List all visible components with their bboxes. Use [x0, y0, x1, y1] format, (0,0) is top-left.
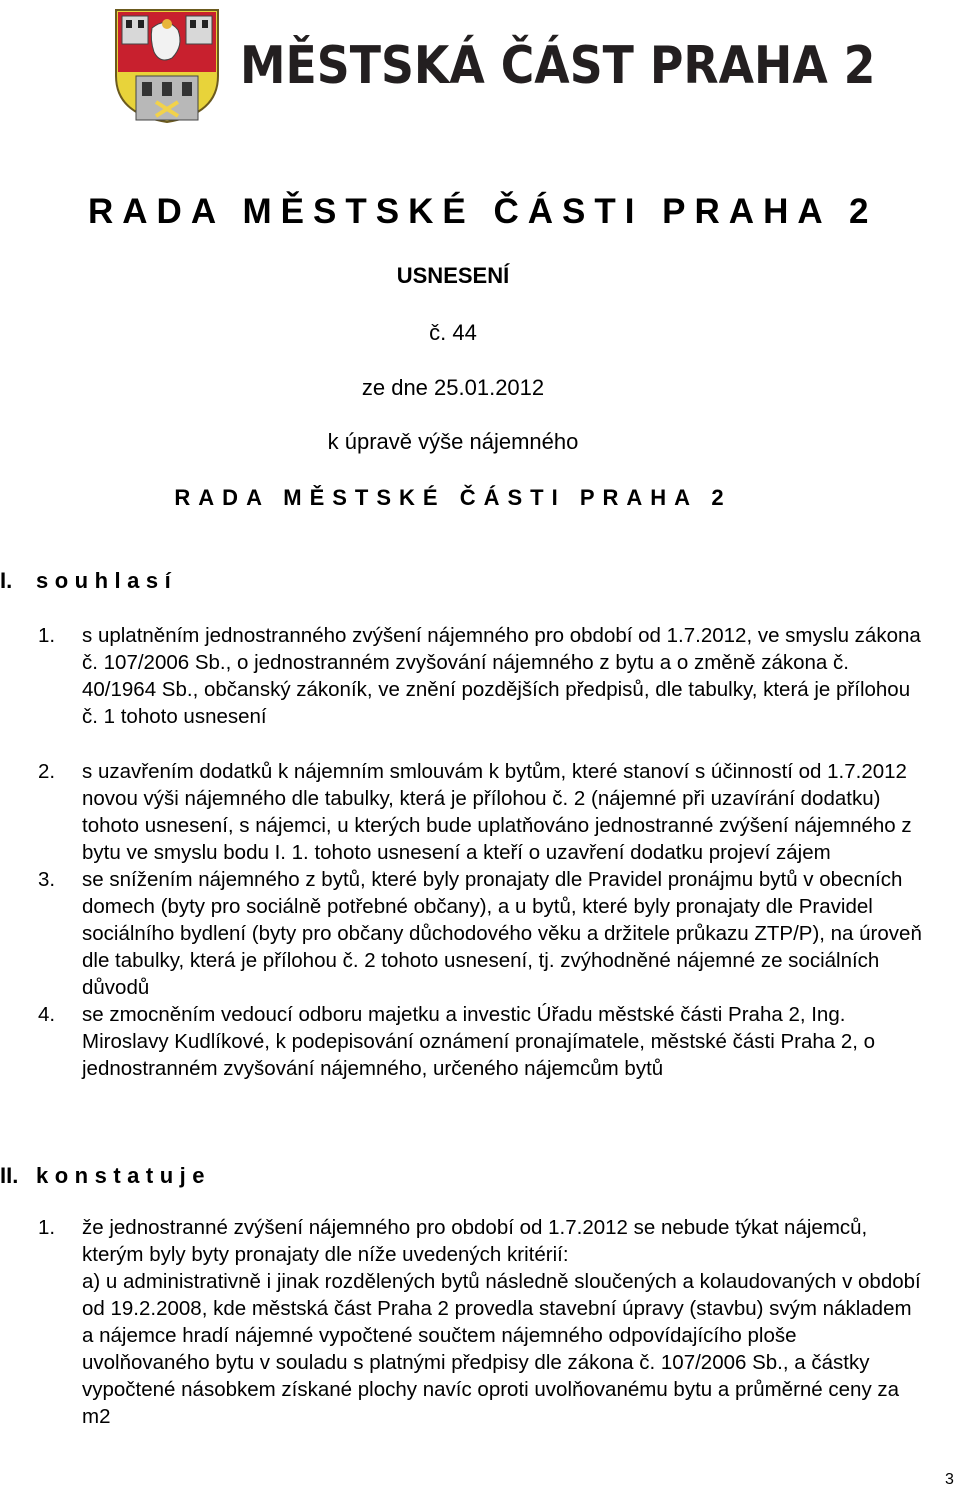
- list-item: [0, 866, 930, 1001]
- item-text: se zmocněním vedoucí odboru majetku a investic Úřadu městské části Praha 2, Ing. Miroslavy Kudlíkové, k podepisování oznámení pronajímatele, městské části Praha 2, o jednostranném zvyšování nájemného, určeného nájemcům bytů: [82, 1003, 876, 1080]
- letterhead-title: MĚSTSKÁ ČÁST PRAHA 2: [240, 36, 876, 96]
- document-title: RADA MĚSTSKÉ ČÁSTI PRAHA 2: [88, 192, 878, 231]
- list-item: [0, 758, 930, 866]
- letterhead: [0, 0, 960, 130]
- section-heading-souhlasi: [0, 568, 177, 594]
- resolution-label: USNESENÍ: [396, 263, 510, 288]
- list-item: [0, 1214, 930, 1430]
- page-number: 3: [945, 1471, 954, 1488]
- section-heading-text: souhlasí: [36, 568, 178, 593]
- section-numeral: I.: [0, 568, 13, 593]
- item-text: [82, 1214, 922, 1430]
- list-item: [0, 1001, 930, 1082]
- section-heading-konstatuje: [0, 1163, 211, 1189]
- resolution-number: č. 44: [429, 320, 477, 345]
- item-text: s uplatněním jednostranného zvýšení nájemného pro období od 1.7.2012, ve smyslu zákona č. 107/2006 Sb., o jednostranném zvyšování nájemného z bytu a o změně zákona č. 40/1964 Sb., občanský zákoník, ve znění pozdějších předpisů, dle tabulky, která je přílohou č. 1 tohoto usnesení: [82, 624, 921, 728]
- item-intro: že jednostranné zvýšení nájemného pro období od 1.7.2012 se nebude týkat nájemců, kterým byly byty pronajaty dle níže uvedených kritérií:: [82, 1216, 868, 1266]
- item-text: se snížením nájemného z bytů, které byly pronajaty dle Pravidel pronájmu bytů v obecních domech (byty pro sociálně potřebné občany), a u bytů, které byly pronajaty dle Pravidel sociálního bydlení (byty pro občany důchodového věku a držitele průkazu ZTP/P), na úroveň dle tabulky, která je přílohou č. 2 tohoto usnesení, tj. zvýhodněné nájemné ze sociálních důvodů: [82, 868, 922, 999]
- section-numeral: II.: [0, 1163, 19, 1188]
- resolution-date: ze dne 25.01.2012: [361, 375, 545, 400]
- list-item: [0, 622, 930, 730]
- item-number: 3.: [38, 868, 56, 891]
- item-number: 2.: [38, 760, 56, 783]
- item-number: 4.: [38, 1003, 56, 1026]
- item-number: 1.: [38, 624, 56, 647]
- resolution-subject: k úpravě výše nájemného: [327, 429, 579, 454]
- item-text: s uzavřením dodatků k nájemním smlouvám k bytům, které stanoví s účinností od 1.7.2012 novou výši nájemného dle tabulky, která je přílohou č. 2 (nájemné při uzavírání dodatku) tohoto usnesení, s nájemci, u kterých bude uplatňováno jednostranné zvýšení nájemného z bytu ve smyslu bodu I. 1. tohoto usnesení a kteří o uzavření dodatku projeví zájem: [82, 760, 912, 864]
- item-number: 1.: [38, 1216, 56, 1239]
- section-heading-text: konstatuje: [36, 1163, 212, 1188]
- coat-of-arms-icon: [112, 6, 222, 124]
- issuing-body: RADA MĚSTSKÉ ČÁSTI PRAHA 2: [174, 485, 732, 510]
- item-subpoint-a: a) u administrativně i jinak rozdělených bytů následně sloučených a kolaudovaných v období od 19.2.2008, kde městská část Praha 2 provedla stavební úpravy (stavbu) svým nákladem a nájemce hradí nájemné vypočtené součtem nájemného odpovídajícího ploše uvolňovaného bytu v souladu s platnými předpisy dle zákona č. 107/2006 Sb., a částky vypočtené násobkem získané plochy navíc oproti uvolňovanému bytu a průměrné ceny za m2: [82, 1270, 921, 1428]
